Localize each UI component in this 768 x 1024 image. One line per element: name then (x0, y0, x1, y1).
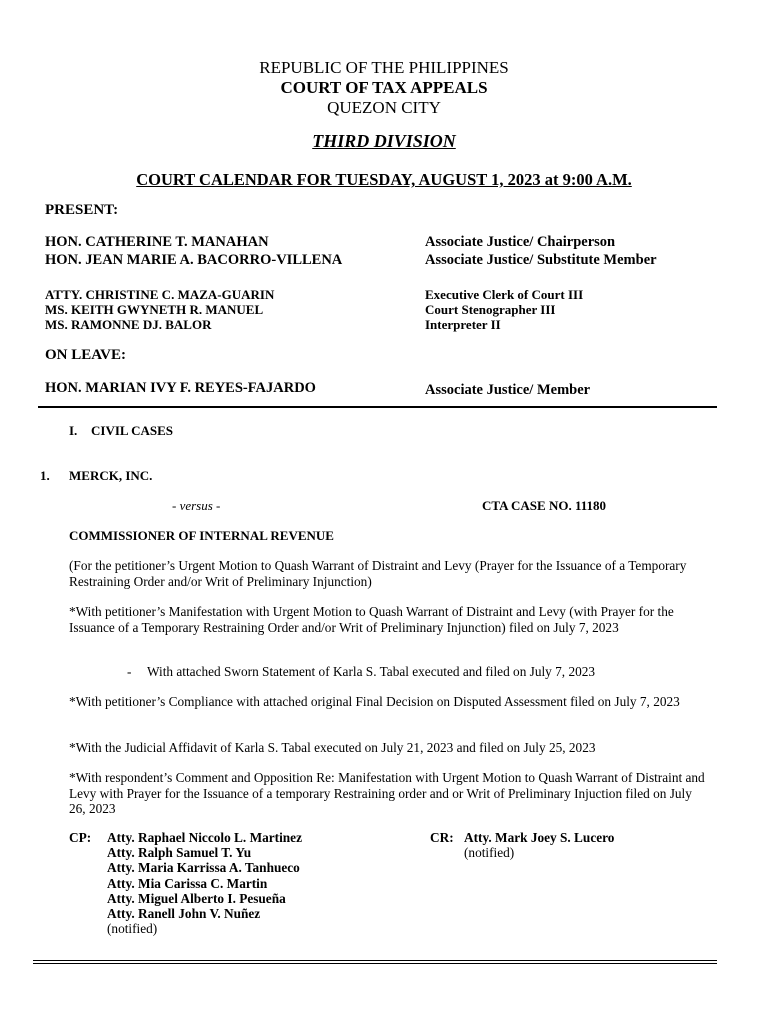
staff-role: Court Stenographer III (425, 302, 556, 317)
cp-lawyer: Atty. Ranell John V. Nuñez (107, 906, 261, 922)
on-leave-name: HON. MARIAN IVY F. REYES-FAJARDO (45, 380, 316, 396)
staff-name: MS. KEITH GWYNETH R. MANUEL (45, 302, 264, 317)
cp-lawyer: Atty. Ralph Samuel T. Yu (107, 845, 252, 861)
case-paragraph: *With petitioner’s Compliance with attached original Final Decision on Disputed Assessment filed on July 7, 2023 (69, 694, 680, 709)
versus-label: - versus - (172, 498, 221, 513)
staff-role: Executive Clerk of Court III (425, 287, 584, 302)
on-leave-role: Associate Justice/ Member (425, 382, 591, 398)
on-leave-label: ON LEAVE: (45, 347, 126, 363)
staff-name: ATTY. CHRISTINE C. MAZA-GUARIN (45, 287, 275, 302)
attachment-dash: - (127, 664, 132, 679)
cr-lawyer: Atty. Mark Joey S. Lucero (464, 830, 615, 845)
section-number: I. (69, 423, 78, 438)
footer-rule (33, 963, 717, 964)
cp-lawyer: Atty. Maria Karrissa A. Tanhueco (107, 860, 300, 876)
staff-role: Interpreter II (425, 317, 501, 332)
court-heading: COURT OF TAX APPEALS (280, 78, 488, 97)
cp-note: (notified) (107, 921, 158, 937)
justice-name: HON. JEAN MARIE A. BACORRO-VILLENA (45, 252, 343, 268)
cp-lawyer: Atty. Miguel Alberto I. Pesueña (107, 890, 286, 906)
justice-role: Associate Justice/ Chairperson (425, 234, 616, 250)
case-paragraph: *With petitioner’s Manifestation with Urgent Motion to Quash Warrant of Distraint and Levy (with Prayer for the Issuance of a Temporary Restraining Order and/or Writ of Preliminary Injunction) filed on July 7, 2023 (69, 604, 674, 635)
cr-label: CR: (430, 830, 454, 845)
header-divider (38, 406, 717, 408)
division-heading: THIRD DIVISION (312, 131, 456, 151)
republic-heading: REPUBLIC OF THE PHILIPPINES (259, 58, 509, 77)
case-number: 1. (40, 468, 50, 483)
cp-label: CP: (69, 830, 92, 845)
respondent-name: COMMISSIONER OF INTERNAL REVENUE (69, 528, 334, 543)
calendar-heading: COURT CALENDAR FOR TUESDAY, AUGUST 1, 2023 at 9:00 A.M. (136, 170, 632, 189)
justice-role: Associate Justice/ Substitute Member (425, 252, 657, 268)
cp-list (107, 830, 302, 936)
staff-name: MS. RAMONNE DJ. BALOR (45, 317, 212, 332)
cp-lawyer: Atty. Mia Carissa C. Martin (107, 875, 268, 891)
petitioner-name: MERCK, INC. (69, 468, 153, 483)
case-paragraph: *With the Judicial Affidavit of Karla S. Tabal executed on July 21, 2023 and filed on July 25, 2023 (69, 740, 596, 755)
footer-rule (33, 960, 717, 961)
case-no: CTA CASE NO. 11180 (482, 498, 607, 513)
present-label: PRESENT: (45, 202, 119, 218)
case-paragraph: (For the petitioner’s Urgent Motion to Quash Warrant of Distraint and Levy (Prayer for the Issuance of a Temporary Restraining Order and/or Writ of Preliminary Injunction) (69, 558, 687, 589)
case-paragraph: *With respondent’s Comment and Opposition Re: Manifestation with Urgent Motion to Quash Warrant of Distraint and Levy with Prayer for the Issuance of a temporary Restraining order and or Writ of Preliminary Injuction filed on July 26, 2023 (69, 770, 705, 816)
justice-name: HON. CATHERINE T. MANAHAN (45, 234, 269, 250)
cp-lawyer: Atty. Raphael Niccolo L. Martinez (107, 830, 302, 845)
section-title: CIVIL CASES (91, 423, 174, 438)
city-heading: QUEZON CITY (327, 98, 441, 117)
cr-note: (notified) (464, 845, 515, 860)
attachment-note: With attached Sworn Statement of Karla S. Tabal executed and filed on July 7, 2023 (147, 664, 596, 679)
